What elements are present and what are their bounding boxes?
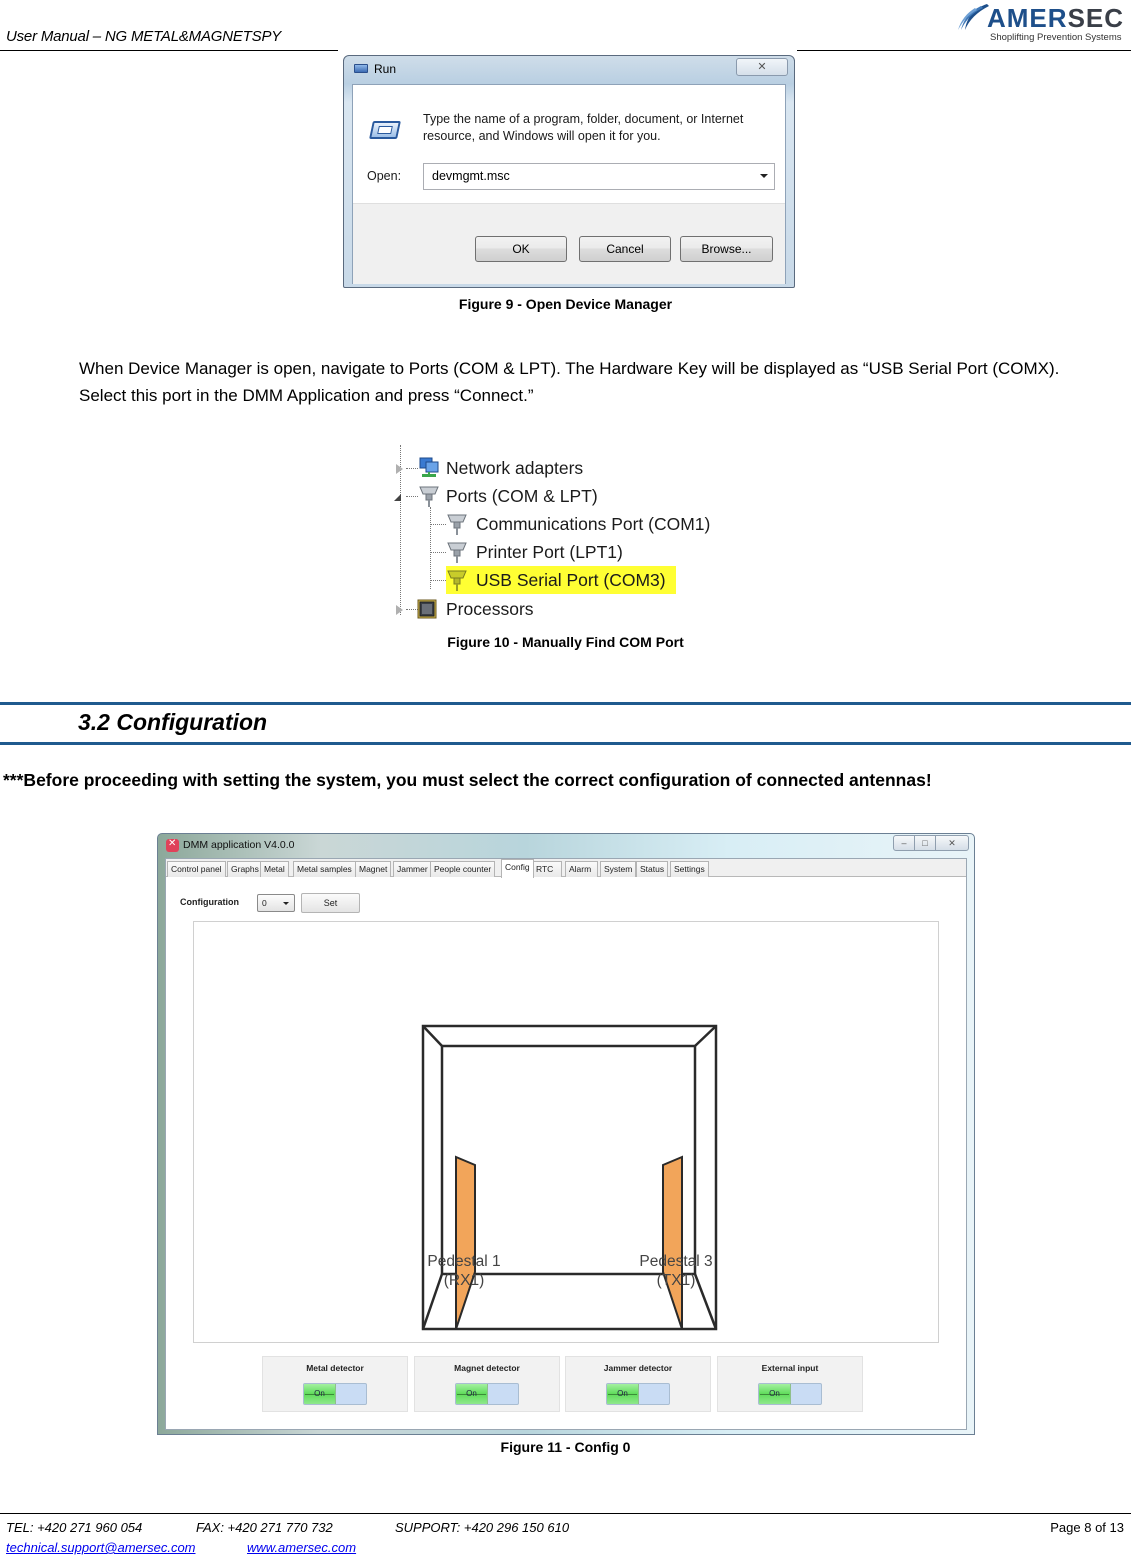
port-icon (446, 568, 468, 592)
tree-item-com1[interactable] (388, 510, 748, 538)
tab-metal[interactable]: Metal (260, 861, 289, 877)
instruction-paragraph: When Device Manager is open, navigate to Ports (COM & LPT). The Hardware Key will be displayed as “USB Serial Port (COMX). Select this port in the DMM Application and press “Connect.” (79, 359, 1060, 405)
tab-settings[interactable]: Settings (670, 861, 709, 877)
open-command-input[interactable] (423, 163, 775, 190)
tree-item-label: Printer Port (LPT1) (476, 542, 623, 562)
magnet-detector-toggle[interactable] (455, 1383, 519, 1405)
magnet-detector-panel (414, 1356, 560, 1412)
jammer-detector-panel (565, 1356, 711, 1412)
tree-connector (430, 524, 446, 525)
port-icon (446, 540, 468, 564)
collapse-icon[interactable] (394, 494, 401, 501)
tab-jammer[interactable]: Jammer (393, 861, 432, 877)
tree-item-usb-serial-port[interactable] (388, 566, 748, 594)
tree-item-label: Ports (COM & LPT) (446, 486, 598, 506)
toggle-state-label: On (314, 1389, 325, 1398)
browse-button[interactable]: Browse... (680, 236, 773, 262)
run-program-icon (369, 121, 401, 139)
toggle-state-label: On (769, 1389, 780, 1398)
metal-detector-panel (262, 1356, 408, 1412)
panel-title: Jammer detector (603, 1363, 673, 1373)
tab-config[interactable]: Config (501, 859, 534, 878)
logo-tagline: Shoplifting Prevention Systems (990, 32, 1122, 43)
logo-swoosh-icon (957, 2, 991, 32)
header-rule (797, 50, 1131, 51)
tree-item-label: Network adapters (446, 458, 584, 478)
window-client-area (165, 858, 967, 1430)
port-icon (418, 484, 440, 508)
tree-item-label: Communications Port (COM1) (476, 514, 711, 534)
footer-support: SUPPORT: +420 296 150 610 (395, 1520, 570, 1535)
chevron-down-icon[interactable] (760, 174, 768, 178)
tab-alarm[interactable]: Alarm (565, 861, 598, 877)
panel-title: External input (761, 1363, 819, 1373)
configuration-label: Configuration (180, 897, 239, 907)
panel-title: Metal detector (306, 1363, 364, 1373)
run-dialog-body (352, 84, 786, 284)
pedestal-name: Pedestal 1 (427, 1253, 501, 1270)
run-dialog (343, 55, 795, 288)
footer-fax: FAX: +420 271 770 732 (196, 1520, 333, 1535)
figure-9-caption: Figure 9 - Open Device Manager (458, 296, 673, 312)
jammer-detector-toggle[interactable] (606, 1383, 670, 1405)
toggle-on-state (304, 1384, 336, 1404)
page-number: Page 8 of 13 (1050, 1520, 1124, 1535)
configuration-diagram (193, 921, 939, 1343)
close-button[interactable]: ✕ (935, 835, 969, 851)
set-button[interactable]: Set (301, 893, 360, 913)
open-command-value: devmgmt.msc (432, 169, 510, 183)
window-titlebar (158, 834, 974, 858)
run-description: Type the name of a program, folder, document, or Internet resource, and Windows will open it for you. (423, 112, 744, 143)
expand-icon[interactable] (396, 464, 403, 474)
close-button[interactable]: ✕ (736, 58, 788, 76)
processor-icon (416, 597, 438, 621)
tree-item-label: Processors (446, 599, 534, 619)
tree-item-network-adapters[interactable] (388, 454, 748, 482)
network-adapter-icon (418, 456, 440, 480)
pedestal-3-label (616, 1252, 736, 1290)
device-manager-tree (388, 445, 748, 625)
footer-tel: TEL: +420 271 960 054 (6, 1520, 143, 1535)
tree-item-lpt1[interactable] (388, 538, 748, 566)
maximize-button[interactable]: □ (914, 835, 936, 851)
tree-connector (430, 552, 446, 553)
support-email-link[interactable]: technical.support@amersec.com (6, 1540, 196, 1555)
toggle-on-state (759, 1384, 791, 1404)
figure-10-caption: Figure 10 - Manually Find COM Port (447, 634, 684, 650)
tree-connector (406, 468, 418, 469)
tab-rtc[interactable]: RTC (532, 861, 562, 877)
open-label: Open: (367, 169, 402, 183)
tree-item-label: USB Serial Port (COM3) (476, 570, 666, 590)
toggle-on-state (607, 1384, 639, 1404)
ok-button[interactable]: OK (475, 236, 567, 262)
tree-connector (406, 496, 418, 497)
website-link[interactable]: www.amersec.com (247, 1540, 357, 1555)
section-rule-top (0, 702, 1131, 705)
logo-sec: SEC (1067, 3, 1125, 33)
panel-title: Magnet detector (454, 1363, 520, 1373)
tab-magnet[interactable]: Magnet (355, 861, 391, 877)
tab-graphs[interactable]: Graphs (227, 861, 263, 877)
chevron-down-icon (283, 902, 289, 905)
tab-people-counter[interactable]: People counter (430, 861, 495, 877)
toggle-state-label: On (617, 1389, 628, 1398)
document-header-title: User Manual – NG METAL&MAGNETSPY (6, 28, 282, 45)
dmm-application-window (157, 833, 975, 1435)
external-input-toggle[interactable] (758, 1383, 822, 1405)
pedestal-role: (TX1) (656, 1272, 696, 1289)
section-heading: 3.2 Configuration (78, 709, 268, 735)
logo-amer: AMER (987, 3, 1068, 33)
toggle-state-label: On (466, 1389, 477, 1398)
external-input-panel (717, 1356, 863, 1412)
tab-bar (166, 859, 966, 877)
section-rule-bottom (0, 742, 1131, 745)
configuration-dropdown[interactable] (257, 894, 295, 912)
tree-item-ports[interactable] (388, 482, 748, 510)
footer-rule (0, 1513, 1131, 1514)
pedestal-role: (RX1) (443, 1272, 485, 1289)
run-dialog-title: Run (374, 62, 397, 76)
expand-icon[interactable] (396, 605, 403, 615)
figure-11-caption: Figure 11 - Config 0 (500, 1439, 631, 1455)
tab-status[interactable]: Status (636, 861, 668, 877)
header-rule (0, 50, 338, 51)
run-dialog-button-area (353, 203, 785, 284)
pedestal-name: Pedestal 3 (639, 1253, 713, 1270)
toggle-on-state (456, 1384, 488, 1404)
tab-control-panel[interactable]: Control panel (167, 861, 226, 877)
configuration-value: 0 (262, 898, 267, 908)
app-icon (166, 839, 179, 852)
cancel-button[interactable]: Cancel (579, 236, 671, 262)
configuration-warning: ***Before proceeding with setting the system, you must select the correct configuration of connected antennas! (3, 770, 932, 790)
tree-item-processors[interactable] (388, 595, 748, 623)
port-icon (446, 512, 468, 536)
run-dialog-titlebar (344, 56, 794, 82)
metal-detector-toggle[interactable] (303, 1383, 367, 1405)
minimize-button[interactable]: – (893, 835, 915, 851)
tree-connector (430, 580, 446, 581)
tab-metal-samples[interactable]: Metal samples (293, 861, 356, 877)
amersec-logo (957, 2, 1125, 46)
run-app-icon (354, 64, 368, 73)
logo-wordmark (987, 3, 1124, 34)
tab-system[interactable]: System (600, 861, 636, 877)
gate-diagram-drawing (194, 922, 940, 1344)
window-title: DMM application V4.0.0 (183, 839, 295, 851)
pedestal-1-label (404, 1252, 524, 1290)
